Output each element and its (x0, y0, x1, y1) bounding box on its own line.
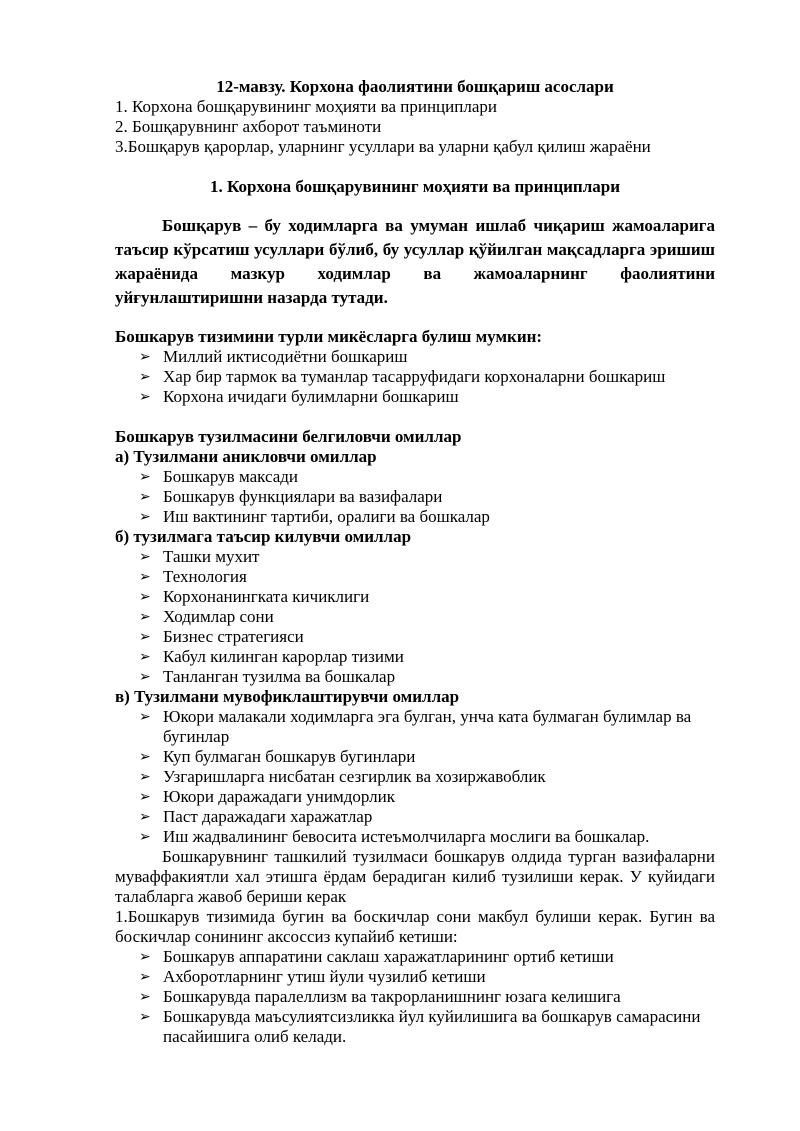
arrowhead-bullet-icon: ➢ (139, 569, 151, 585)
consequences-list (115, 947, 715, 1047)
arrowhead-bullet-icon: ➢ (139, 489, 151, 505)
group-b-list (115, 547, 715, 687)
list-item: ➢ Ташки мухит (139, 547, 260, 566)
list-item: ➢ Танланган тузилма ва бошкалар (139, 667, 396, 686)
arrowhead-bullet-icon: ➢ (139, 509, 151, 525)
list-item: ➢ Паст даражадаги харажатлар (139, 807, 373, 826)
list-item: ➢ Бошкарувда паралеллизм ва такрорланишнинг юзага келишига (139, 987, 621, 1006)
list-item: ➢ Хар бир тармок ва туманлар тасарруфидаги корхоналарни бошкариш (139, 367, 666, 386)
arrowhead-bullet-icon: ➢ (139, 549, 151, 565)
toc-item: 1. Корхона бошқарувининг моҳияти ва принциплари (115, 97, 497, 116)
list-item: ➢ Узгаришларга нисбатан сезгирлик ва хозиржавоблик (139, 767, 546, 786)
spacer (115, 407, 715, 427)
list-item: ➢ Иш жадвалининг бевосита истеъмолчиларга мослиги ва бошкалар. (139, 827, 650, 846)
group-v-heading: в) Тузилмани мувофиклаштирувчи омиллар (115, 687, 460, 706)
document-title: 12-мавзу. Корхона фаолиятини бошқариш асослари (216, 77, 614, 96)
arrowhead-bullet-icon: ➢ (139, 809, 151, 825)
levels-list (115, 347, 715, 407)
section-heading: 1. Корхона бошқарувининг моҳияти ва принциплари (209, 177, 620, 196)
arrowhead-bullet-icon: ➢ (139, 609, 151, 625)
list-item: ➢ Технология (139, 567, 247, 586)
list-item: ➢ Корхонанингката кичиклиги (139, 587, 370, 606)
list-item: ➢ Куп булмаган бошкарув бугинлари (139, 747, 416, 766)
list-item: ➢ Кабул килинган карорлар тизими (139, 647, 404, 666)
arrowhead-bullet-icon: ➢ (139, 649, 151, 665)
group-a-heading: а) Тузилмани аникловчи омиллар (115, 447, 377, 466)
arrowhead-bullet-icon: ➢ (139, 349, 151, 365)
levels-heading: Бошкарув тизимини турли микёсларга булиш мумкин: (115, 327, 543, 346)
toc-item: 3.Бошқарув қарорлар, уларнинг усуллари ва уларни қабул қилиш жараёни (115, 137, 651, 156)
toc-item: 2. Бошқарувнинг ахборот таъминоти (115, 117, 382, 136)
list-item: ➢ Юкори малакали ходимларга эга булган, унча ката булмаган булимлар ва бугинлар (139, 707, 692, 746)
definition-paragraph: Бошқарув – бу ходимларга ва умуман ишлаб чиқариш жамоаларига таъсир кўрсатиш усуллари бўлиб, бу усуллар қўйилган мақсадларга эришиш жараёнида мазкур ходимлар ва жамоаларнинг фаолиятини уйғунлаштиришни назарда тутади. (115, 216, 715, 307)
arrowhead-bullet-icon: ➢ (139, 949, 151, 965)
list-item: ➢ Бошкарув максади (139, 467, 299, 486)
list-item: ➢ Ходимлар сони (139, 607, 274, 626)
arrowhead-bullet-icon: ➢ (139, 389, 151, 405)
arrowhead-bullet-icon: ➢ (139, 969, 151, 985)
arrowhead-bullet-icon: ➢ (139, 749, 151, 765)
requirement-paragraph: Бошкарувнинг ташкилий тузилмаси бошкарув олдида турган вазифаларни муваффакиятли хал этишга ёрдам берадиган килиб тузилиши керак. У куйидаги талабларга жавоб бериши керак (115, 847, 715, 906)
arrowhead-bullet-icon: ➢ (139, 1009, 151, 1025)
group-a-list (115, 467, 715, 527)
arrowhead-bullet-icon: ➢ (139, 369, 151, 385)
arrowhead-bullet-icon: ➢ (139, 669, 151, 685)
arrowhead-bullet-icon: ➢ (139, 469, 151, 485)
arrowhead-bullet-icon: ➢ (139, 769, 151, 785)
arrowhead-bullet-icon: ➢ (139, 789, 151, 805)
document-content (115, 77, 715, 1047)
arrowhead-bullet-icon: ➢ (139, 629, 151, 645)
list-item: ➢ Иш вактининг тартиби, оралиги ва бошкалар (139, 507, 490, 526)
spacer (115, 157, 715, 177)
requirement-item: 1.Бошкарув тизимида бугин ва боскичлар сони макбул булиши керак. Бугин ва боскичлар сонининг аксоссиз купайиб кетиши: (115, 907, 715, 946)
group-v-list (115, 707, 715, 847)
list-item: ➢ Бошкарув аппаратини саклаш харажатларининг ортиб кетиши (139, 947, 614, 966)
group-b-heading: б) тузилмага таъсир килувчи омиллар (115, 527, 412, 546)
list-item: ➢ Корхона ичидаги булимларни бошкариш (139, 387, 459, 406)
list-item: ➢ Бизнес стратегияси (139, 627, 304, 646)
list-item: ➢ Бошкарувда маъсулиятсизликка йул куйилишига ва бошкарув самарасини пасайишига олиб келади. (139, 1007, 701, 1046)
arrowhead-bullet-icon: ➢ (139, 709, 151, 725)
list-item: ➢ Ахборотларнинг утиш йули чузилиб кетиши (139, 967, 486, 986)
arrowhead-bullet-icon: ➢ (139, 829, 151, 845)
arrowhead-bullet-icon: ➢ (139, 989, 151, 1005)
list-item: ➢ Юкори даражадаги унимдорлик (139, 787, 395, 806)
factors-heading: Бошкарув тузилмасини белгиловчи омиллар (115, 427, 462, 446)
list-item: ➢ Бошкарув функциялари ва вазифалари (139, 487, 443, 506)
list-item: ➢ Миллий иктисодиётни бошкариш (139, 347, 408, 366)
arrowhead-bullet-icon: ➢ (139, 589, 151, 605)
